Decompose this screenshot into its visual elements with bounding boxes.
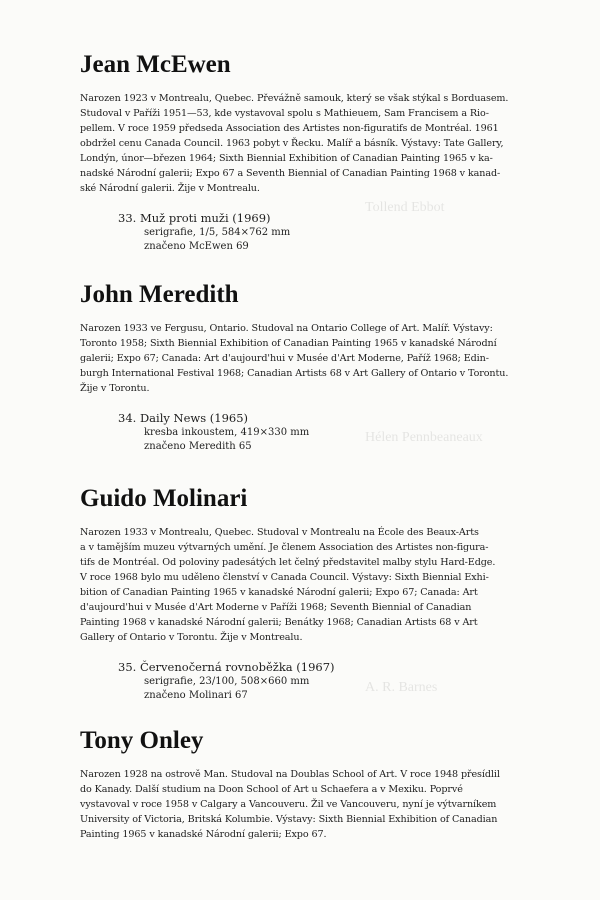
work-signature: značeno Meredith 65 [144,440,252,452]
work-heading [118,210,573,226]
artist-entry-onley [80,726,573,842]
bio-line: burgh International Festival 1968; Canadian Artists 68 v Art Gallery of Ontario v Torontu. [80,368,509,379]
bio-line: V roce 1968 bylo mu uděleno členství v Canada Council. Výstavy: Sixth Biennial Exhi- [80,572,489,583]
bio-line: tifs de Montréal. Od poloviny padesátých let čelný představitel malby stylu Hard-Edge. [80,557,496,568]
bio-line: Gallery of Ontario v Torontu. Žije v Montrealu. [80,632,303,643]
catalog-work [118,410,573,453]
work-signature: značeno McEwen 69 [144,240,249,252]
bio-line: Narozen 1928 na ostrově Man. Studoval na Doublas School of Art. V roce 1948 přesídlil [80,769,500,780]
bio-line: Narozen 1923 v Montrealu, Quebec. Převážně samouk, který se však stýkal s Borduasem. [80,93,509,104]
bio-line: Narozen 1933 ve Fergusu, Ontario. Studoval na Ontario College of Art. Malíř. Výstavy: [80,323,493,334]
bio-line: a v tamějším muzeu výtvarných umění. Je členem Association des Artistes non-figura- [80,542,489,553]
bio-line: Žije v Torontu. [80,383,150,394]
bio-line: do Kanady. Další studium na Doon School of Art u Schaefera a v Mexiku. Poprvé [80,784,463,795]
bio-line: d'aujourd'hui v Musée d'Art Moderne v Paříži 1968; Seventh Biennial of Canadian [80,602,472,613]
artist-name: Guido Molinari [80,485,248,512]
bio-line: Studoval v Paříži 1951—53, kde vystavoval spolu s Mathieuem, Sam Francisem a Rio- [80,108,489,119]
bio-line: Painting 1968 v kanadské Národní galerii; Benátky 1968; Canadian Artists 68 v Art [80,617,478,628]
work-signature: značeno Molinari 67 [144,689,248,701]
work-title: Červenočerná rovnoběžka (1967) [139,660,335,674]
bleed-through-line: Tollend Ebbot [365,200,445,215]
work-number: 33. [118,211,137,225]
bio-line: Toronto 1958; Sixth Biennial Exhibition of Canadian Painting 1965 v kanadské Národní [80,338,497,349]
artist-name: John Meredith [80,281,239,308]
bio-line: Painting 1965 v kanadské Národní galerii; Expo 67. [80,829,327,840]
bio-line: pellem. V roce 1959 předseda Association des Artistes non-figuratifs de Montréal. 1961 [80,123,499,134]
bio-line: obdržel cenu Canada Council. 1963 pobyt v Řecku. Malíř a básník. Výstavy: Tate Gallery, [80,138,504,149]
bio-line: vystavoval v roce 1958 v Calgary a Vancouveru. Žil ve Vancouveru, nyní je výtvarníkem [80,799,497,810]
artist-bio [80,767,573,842]
bio-line: bition of Canadian Painting 1965 v kanadské Národní galerii; Expo 67; Canada: Art [80,587,478,598]
work-heading [118,410,573,426]
work-number: 34. [118,411,137,425]
work-technique: kresba inkoustem, 419×330 mm [144,427,310,438]
catalog-work [118,210,573,253]
bio-line: galerii; Expo 67; Canada: Art d'aujourd'hui v Musée d'Art Moderne, Paříž 1968; Edin- [80,353,489,364]
work-number: 35. [118,660,137,674]
bio-line: nadské Národní galerii; Expo 67 a Seventh Biennial of Canadian Painting 1968 v kanad- [80,168,501,179]
artist-bio [80,321,573,396]
artist-name: Tony Onley [80,727,204,754]
bio-line: University of Victoria, Britská Kolumbie. Výstavy: Sixth Biennial Exhibition of Canadian [80,814,498,825]
bio-line: ské Národní galerii. Žije v Montrealu. [80,183,260,194]
catalog-work [118,659,573,702]
work-technique: serigrafie, 1/5, 584×762 mm [144,227,291,238]
artist-entry-molinari [80,484,573,702]
work-title: Muž proti muži (1969) [139,211,271,225]
artist-bio [80,525,573,645]
work-title: Daily News (1965) [139,411,249,425]
work-technique: serigrafie, 23/100, 508×660 mm [144,676,310,687]
artist-entry-meredith [80,280,573,453]
artist-name: Jean McEwen [80,51,231,78]
bleed-through-line: Hélen Pennbeaneaux [365,430,483,445]
bleed-through-line: A. R. Barnes [365,680,438,695]
work-heading [118,659,573,675]
bio-line: Londýn, únor—březen 1964; Sixth Biennial Exhibition of Canadian Painting 1965 v ka- [80,153,493,164]
bio-line: Narozen 1933 v Montrealu, Quebec. Studoval v Montrealu na École des Beaux-Arts [80,527,479,538]
artist-entry-mcewen [80,50,573,253]
artist-bio [80,91,573,196]
